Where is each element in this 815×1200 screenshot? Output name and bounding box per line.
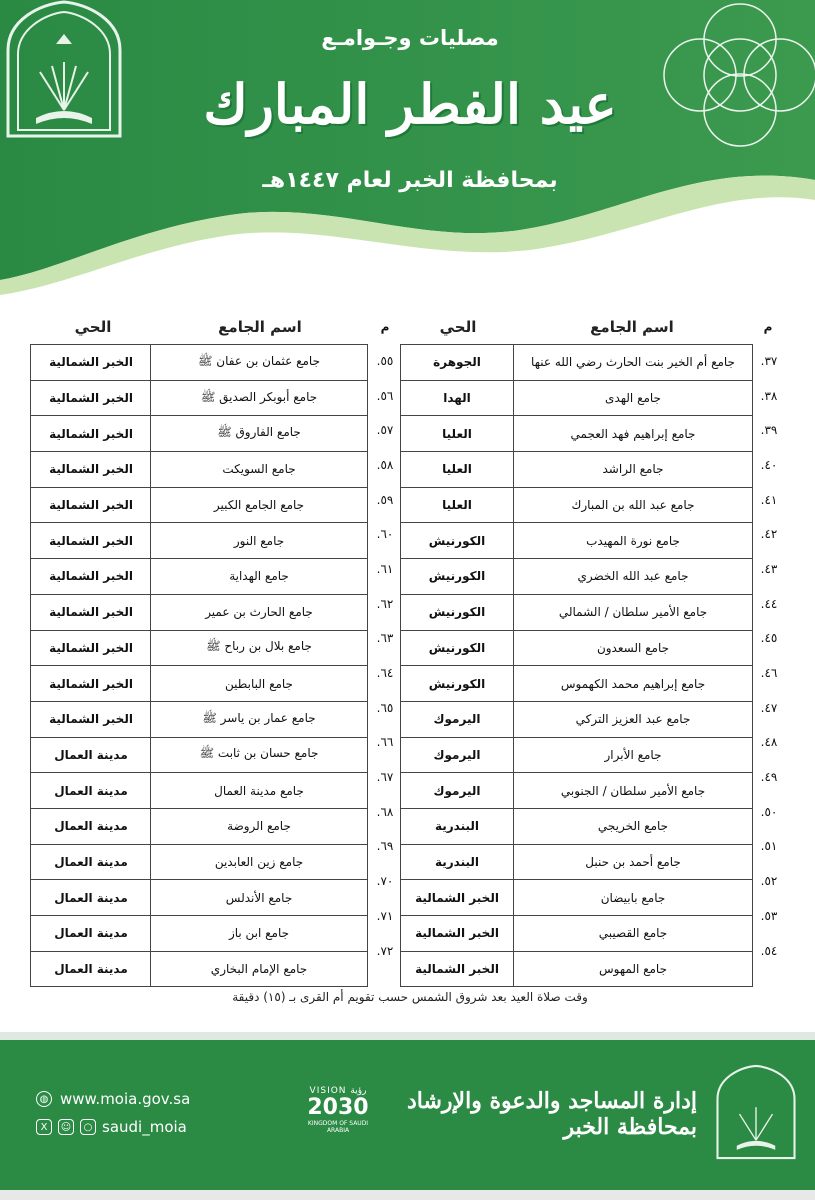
social-handle[interactable]: [36, 1118, 187, 1136]
mosque-name: جامع عثمان بن عفان ﷺ: [150, 345, 367, 380]
district-name: العليا: [442, 426, 472, 441]
mosque-name: جامع إبراهيم فهد العجمي: [513, 416, 752, 451]
row-number: ٥٠.: [760, 804, 778, 819]
mosque-name: جامع النور: [150, 523, 367, 558]
row-number: ٤٤.: [760, 596, 778, 611]
table-row: [31, 916, 367, 952]
table-row: [31, 381, 367, 417]
row-number: ٣٧.: [760, 353, 778, 368]
district-name: الكورنيش: [428, 676, 486, 691]
district-name: الهدا: [443, 391, 471, 406]
header-num: م: [380, 320, 390, 334]
mosque-name: جامع حسان بن ثابت ﷺ: [150, 738, 367, 773]
table-row: [31, 345, 367, 381]
district-name: مدينة العمال: [54, 854, 128, 869]
mosque-name: جامع ابن باز: [150, 916, 367, 951]
district-name: اليرموك: [433, 712, 481, 727]
header-district: الحي: [439, 318, 477, 336]
district-name: الخبر الشمالية: [49, 533, 133, 548]
table-row: [401, 916, 752, 952]
row-number: ٣٨.: [760, 388, 778, 403]
row-number: ٦٨.: [376, 804, 394, 819]
number-column: [753, 344, 785, 987]
vision-country: KINGDOM OF SAUDI ARABIA: [307, 1120, 369, 1134]
district-name: مدينة العمال: [54, 890, 128, 905]
ministry-emblem-icon: [712, 1062, 800, 1162]
district-name: الخبر الشمالية: [49, 498, 133, 513]
instagram-icon: ○: [80, 1119, 96, 1135]
district-name: مدينة العمال: [54, 747, 128, 762]
row-number: ٥٣.: [760, 908, 778, 923]
mosque-name: جامع عبد الله الخضري: [513, 559, 752, 594]
table-row: [31, 488, 367, 524]
mosque-name: جامع الفاروق ﷺ: [150, 416, 367, 451]
table-row: [401, 845, 752, 881]
district-name: الكورنيش: [428, 533, 486, 548]
district-name: مدينة العمال: [54, 783, 128, 798]
header-title: عيد الفطر المبارك: [203, 72, 617, 136]
row-number: ٧٠.: [376, 874, 394, 889]
district-name: الخبر الشمالية: [49, 391, 133, 406]
header-name: اسم الجامع: [218, 318, 302, 336]
table-row: [401, 809, 752, 845]
globe-icon: ◍: [36, 1091, 52, 1107]
mosque-name: جامع الأندلس: [150, 880, 367, 915]
mosque-name: جامع الحارث بن عمير: [150, 595, 367, 630]
table-row: [401, 559, 752, 595]
row-number: ٥٧.: [376, 423, 394, 438]
row-number: ٤٢.: [760, 527, 778, 542]
mosque-name: جامع إبراهيم محمد الكهموس: [513, 666, 752, 701]
table-row: [401, 738, 752, 774]
row-number: ٦٤.: [376, 666, 394, 681]
row-number: ٦٦.: [376, 735, 394, 750]
mosque-name: جامع الأمير سلطان / الجنوبي: [513, 773, 752, 808]
mosque-name: جامع الراشد: [513, 452, 752, 487]
table-row: [31, 452, 367, 488]
district-name: البندرية: [434, 819, 480, 834]
district-name: الكورنيش: [428, 605, 486, 620]
header-num: م: [763, 320, 773, 334]
table-row: [401, 523, 752, 559]
table-row: [401, 595, 752, 631]
mosque-name: جامع مدينة العمال: [150, 773, 367, 808]
table-row: [31, 809, 367, 845]
district-name: الخبر الشمالية: [49, 569, 133, 584]
row-number: ٥٤.: [760, 943, 778, 958]
district-name: مدينة العمال: [54, 962, 128, 977]
table-row: [401, 488, 752, 524]
row-number: ٤٩.: [760, 770, 778, 785]
mosque-name: جامع أحمد بن حنبل: [513, 845, 752, 880]
mosque-name: جامع القصيبي: [513, 916, 752, 951]
district-name: اليرموك: [433, 747, 481, 762]
row-number: ٤٦.: [760, 666, 778, 681]
snapchat-icon: ☺: [58, 1119, 74, 1135]
row-number: ٥٢.: [760, 874, 778, 889]
header-district: الحي: [74, 318, 112, 336]
header-name: اسم الجامع: [590, 318, 674, 336]
row-number: ٥١.: [760, 839, 778, 854]
table-body: [30, 344, 368, 987]
district-name: الخبر الشمالية: [49, 712, 133, 727]
table-row: [31, 595, 367, 631]
row-number: ٦٧.: [376, 770, 394, 785]
row-number: ٤١.: [760, 492, 778, 507]
table-row: [31, 738, 367, 774]
row-number: ٤٨.: [760, 735, 778, 750]
header-banner: [0, 0, 815, 300]
table-row: [401, 773, 752, 809]
mosque-name: جامع السويكت: [150, 452, 367, 487]
row-number: ٦١.: [376, 561, 394, 576]
district-name: مدينة العمال: [54, 926, 128, 941]
table-body: [400, 344, 753, 987]
row-number: ٥٥.: [376, 353, 394, 368]
district-name: الخبر الشمالية: [49, 462, 133, 477]
mosque-name: جامع أبوبكر الصديق ﷺ: [150, 381, 367, 416]
table-row: [401, 702, 752, 738]
ministry-emblem-icon: [0, 0, 128, 138]
header-region: بمحافظة الخبر لعام ١٤٤٧هـ: [262, 168, 558, 193]
website-text: www.moia.gov.sa: [60, 1090, 191, 1108]
mosque-table-left: [30, 310, 402, 987]
table-row: [31, 702, 367, 738]
bottom-strip: [0, 1190, 815, 1200]
mosque-name: جامع أم الخير بنت الحارث رضي الله عنها: [513, 345, 752, 380]
district-name: الخبر الشمالية: [49, 676, 133, 691]
mosque-name: جامع الأبرار: [513, 738, 752, 773]
row-number: ٤٠.: [760, 457, 778, 472]
table-row: [31, 845, 367, 881]
department-name: إدارة المساجد والدعوة والإرشاد بمحافظة الخبر: [406, 1088, 697, 1140]
vision-year: 2030: [307, 1095, 369, 1120]
mosque-name: جامع السعدون: [513, 631, 752, 666]
row-number: ٣٩.: [760, 423, 778, 438]
table-row: [401, 952, 752, 987]
row-number: ٦٩.: [376, 839, 394, 854]
table-row: [401, 381, 752, 417]
mosque-name: جامع بلال بن رباح ﷺ: [150, 631, 367, 666]
table-row: [31, 416, 367, 452]
table-row: [401, 631, 752, 667]
table-row: [31, 631, 367, 667]
table-row: [401, 452, 752, 488]
row-number: ٧٢.: [376, 943, 394, 958]
district-name: الخبر الشمالية: [49, 605, 133, 620]
district-name: الخبر الشمالية: [415, 962, 499, 977]
table-row: [31, 952, 367, 987]
table-header: [30, 310, 402, 344]
mosque-name: جامع الهدى: [513, 381, 752, 416]
mosque-name: جامع المهوس: [513, 952, 752, 987]
vision-label: VISION رؤية: [309, 1086, 367, 1096]
vision-2030-logo: [298, 1086, 378, 1134]
table-row: [31, 773, 367, 809]
district-name: الخبر الشمالية: [415, 926, 499, 941]
row-number: ٤٥.: [760, 631, 778, 646]
row-number: ٥٨.: [376, 457, 394, 472]
mosque-name: جامع بابيضان: [513, 880, 752, 915]
mosque-table-right: [400, 310, 785, 987]
mosque-name: جامع الجامع الكبير: [150, 488, 367, 523]
table-row: [31, 559, 367, 595]
number-column: [368, 344, 402, 987]
district-name: البندرية: [434, 854, 480, 869]
row-number: ٥٩.: [376, 492, 394, 507]
district-name: الجوهرة: [433, 355, 481, 370]
table-row: [31, 666, 367, 702]
x-icon: X: [36, 1119, 52, 1135]
row-number: ٦٣.: [376, 631, 394, 646]
district-name: مدينة العمال: [54, 819, 128, 834]
mosque-name: جامع الخريجي: [513, 809, 752, 844]
row-number: ٤٣.: [760, 561, 778, 576]
mosque-name: جامع زين العابدين: [150, 845, 367, 880]
table-row: [401, 880, 752, 916]
district-name: الخبر الشمالية: [415, 890, 499, 905]
district-name: الخبر الشمالية: [49, 426, 133, 441]
district-name: العليا: [442, 462, 472, 477]
row-number: ٥٦.: [376, 388, 394, 403]
mosque-name: جامع عبد العزيز التركي: [513, 702, 752, 737]
table-row: [31, 880, 367, 916]
mosque-name: جامع عمار بن ياسر ﷺ: [150, 702, 367, 737]
row-number: ٧١.: [376, 908, 394, 923]
district-name: الكورنيش: [428, 569, 486, 584]
row-number: ٦٥.: [376, 700, 394, 715]
table-row: [401, 416, 752, 452]
district-name: العليا: [442, 498, 472, 513]
district-name: الكورنيش: [428, 640, 486, 655]
district-name: اليرموك: [433, 783, 481, 798]
mosque-name: جامع الإمام البخاري: [150, 952, 367, 987]
prayer-time-note: وقت صلاة العيد بعد شروق الشمس حسب تقويم أم القرى بـ (١٥) دقيقة: [232, 990, 588, 1004]
mosque-name: جامع نورة المهيدب: [513, 523, 752, 558]
mosque-name: جامع عبد الله بن المبارك: [513, 488, 752, 523]
mosque-name: جامع الأمير سلطان / الشمالي: [513, 595, 752, 630]
website-link[interactable]: [36, 1090, 190, 1108]
row-number: ٤٧.: [760, 700, 778, 715]
table-header: [400, 310, 785, 344]
row-number: ٦٢.: [376, 596, 394, 611]
mosque-name: جامع الروضة: [150, 809, 367, 844]
table-row: [401, 666, 752, 702]
social-text: saudi_moia: [102, 1118, 187, 1136]
mosque-name: جامع الهداية: [150, 559, 367, 594]
table-row: [31, 523, 367, 559]
table-row: [401, 345, 752, 381]
row-number: ٦٠.: [376, 527, 394, 542]
district-name: الخبر الشمالية: [49, 355, 133, 370]
district-name: الخبر الشمالية: [49, 640, 133, 655]
mosque-name: جامع البابطين: [150, 666, 367, 701]
header-subtitle: مصليات وجـوامـع: [321, 26, 499, 50]
